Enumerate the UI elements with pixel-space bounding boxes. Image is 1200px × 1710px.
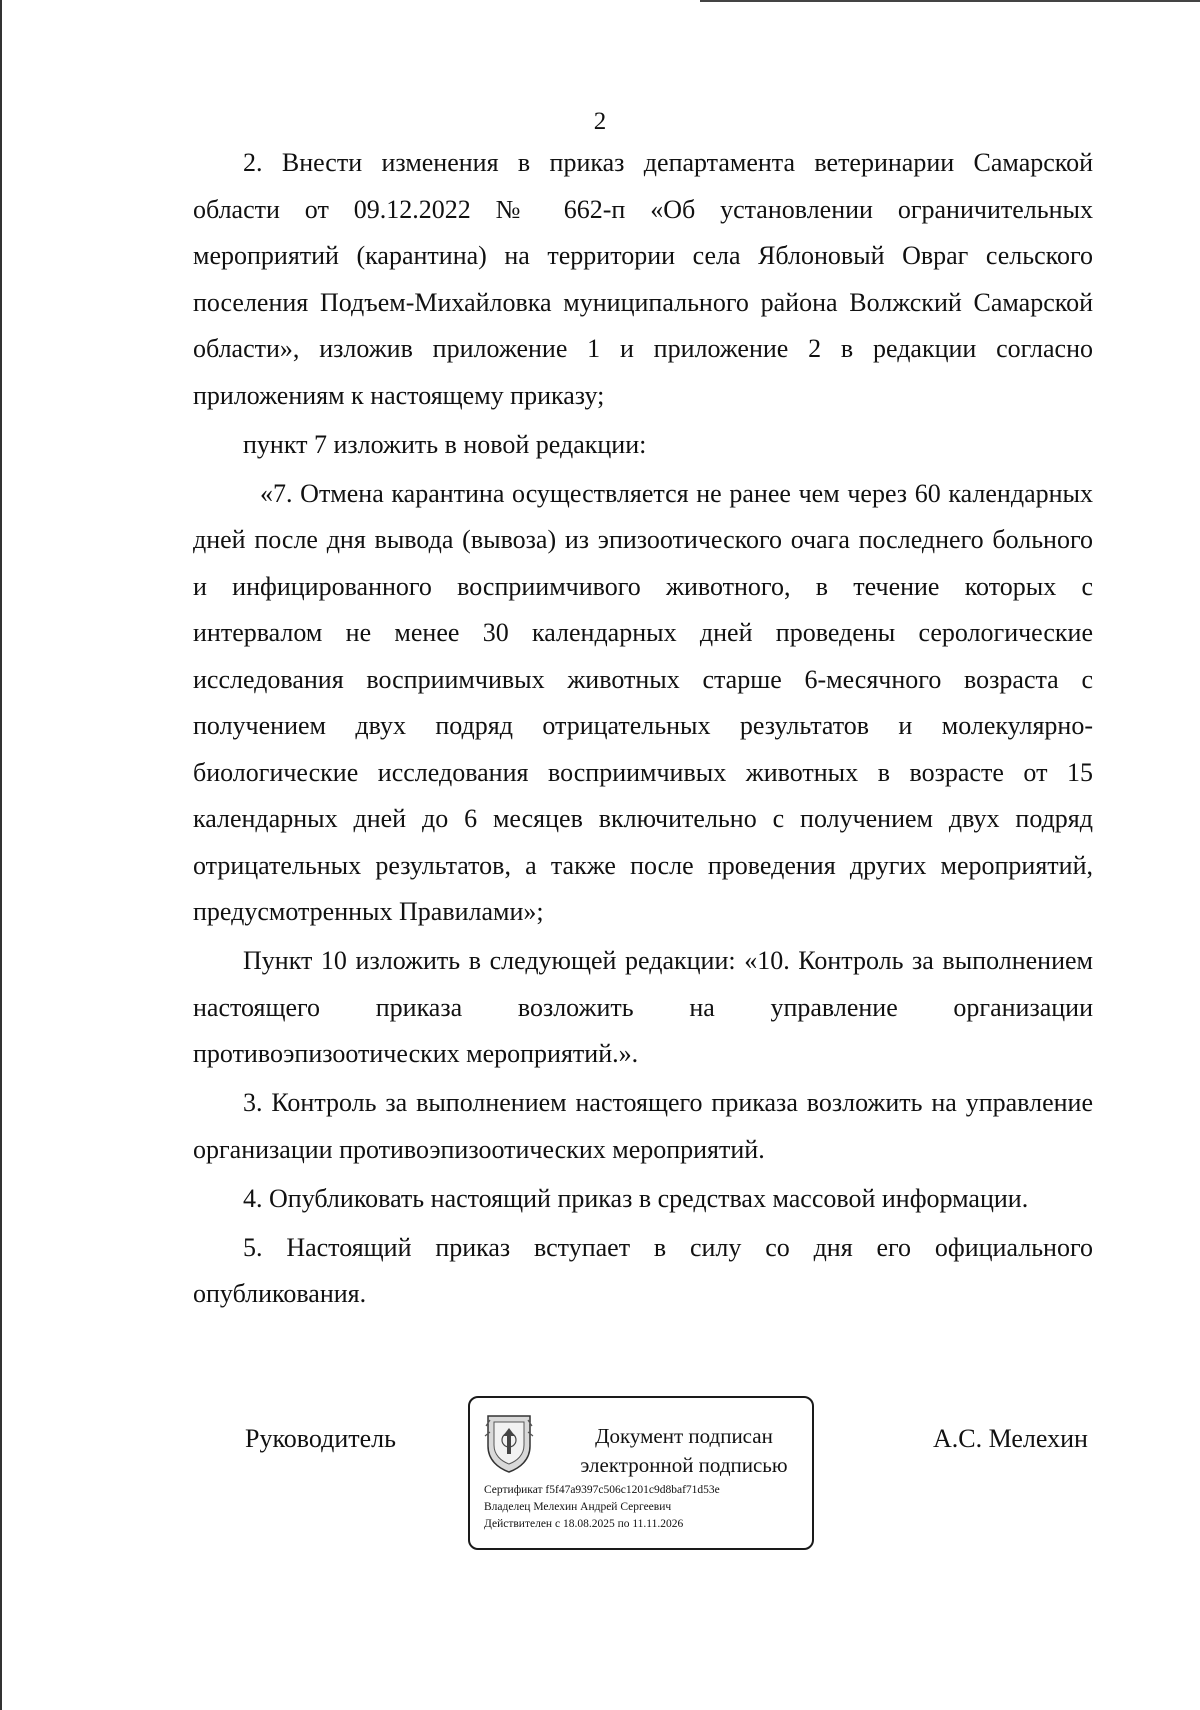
paragraph-item-4: 4. Опубликовать настоящий приказ в средствах массовой информации. bbox=[243, 1183, 1029, 1213]
paragraph-item-5: 5. Настоящий приказ вступает в силу со дня его официального опубликования. bbox=[193, 1232, 1093, 1308]
paragraph-point-7-text: «7. Отмена карантина осуществляется не ранее чем через 60 календарных дней после дня вывода (вывоза) из эпизоотического очага последнего больного и инфицированного восприимчивого животного, в течение которых с интервалом не менее 30 календарных дней проведены серологические исследования восприимчивых животных старше 6-месячного возраста с получением двух подряд отрицательных результатов и молекулярно-биологические исследования восприимчивых животных в возрасте от 15 календарных дней до 6 месяцев включительно с получением двух подряд отрицательных результатов, а также после проведения других мероприятий, предусмотренных Правилами»; bbox=[193, 478, 1093, 926]
signatory-role: Руководитель bbox=[245, 1424, 396, 1453]
stamp-validity: Действителен с 18.08.2025 по 11.11.2026 bbox=[484, 1518, 684, 1530]
scan-edge-line bbox=[0, 0, 2, 1710]
signatory-name: А.С. Мелехин bbox=[933, 1424, 1088, 1453]
stamp-owner: Владелец Мелехин Андрей Сергеевич bbox=[484, 1501, 672, 1513]
electronic-signature-stamp bbox=[468, 1396, 814, 1550]
stamp-certificate: Сертификат f5f47a9397c506c1201c9d8baf71d53e bbox=[484, 1484, 720, 1496]
stamp-details bbox=[484, 1482, 804, 1533]
stamp-title: Документ подписан электронной подписью bbox=[580, 1424, 788, 1477]
document-body bbox=[193, 140, 1093, 1320]
paragraph-point-7-intro: пункт 7 изложить в новой редакции: bbox=[243, 429, 647, 459]
scan-top-rule bbox=[700, 0, 1200, 2]
coat-of-arms-icon bbox=[484, 1412, 534, 1474]
paragraph-point-10: Пункт 10 изложить в следующей редакции: «10. Контроль за выполнением настоящего приказа возложить на управление организации противоэпизоотических мероприятий.». bbox=[193, 946, 1093, 1068]
paragraph-item-3: 3. Контроль за выполнением настоящего приказа возложить на управление организации противоэпизоотических мероприятий. bbox=[193, 1088, 1093, 1164]
page-number: 2 bbox=[593, 108, 607, 135]
paragraph-item-2: 2. Внести изменения в приказ департамента ветеринарии Самарской области от 09.12.2022 № 662-п «Об установлении ограничительных мероприятий (карантина) на территории села Яблоновый Овраг сельского поселения Подъем-Михайловка муниципального района Волжский Самарской области», изложив приложение 1 и приложение 2 в редакции согласно приложениям к настоящему приказу; bbox=[193, 148, 1093, 410]
